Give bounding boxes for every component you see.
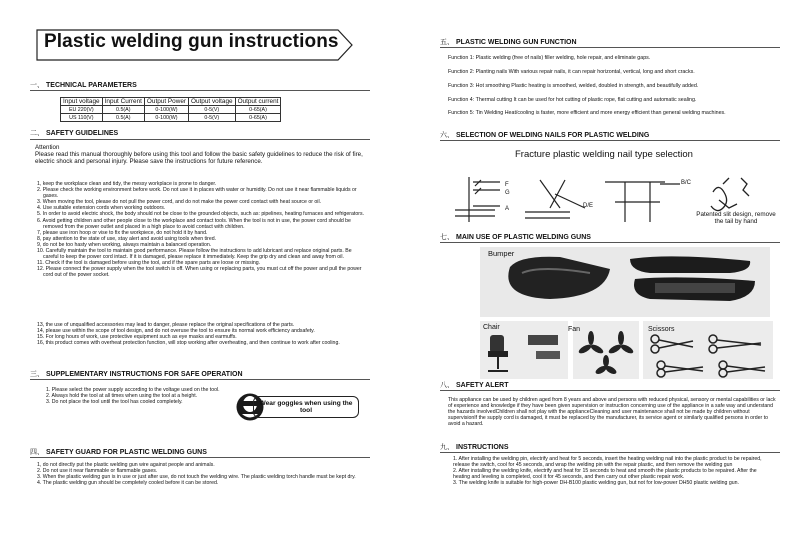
attention-body: Please read this manual thoroughly before using this tool and follow the basic safety guidelines to reduce the risk of fire, electric shock and personal injury. Please save the instructions for future reference.	[35, 150, 363, 165]
safety-alert-text: This appliance can be used by children aged from 8 years and above and persons with reduced physical, sensory or mental capabilities or lack of experience and knowledge if they have been given supervision or instruction concerning use of the appliance in a safe way and understand the hazards involvedChildren shall not play with the applianceCleaning and user maintenance shall not be made by children without supervisionIf the supply cord is damaged, it must be replaced by the manufacturer, its service agent or similarly qualified persons in order to avoid a hazard.	[448, 397, 776, 428]
table-cell: 0-5(V)	[189, 114, 236, 122]
instructions-list	[453, 456, 775, 486]
section-rule	[440, 452, 780, 453]
guard-list	[37, 462, 367, 486]
page-title: Plastic welding gun instructions	[44, 31, 339, 52]
function-item: Function 4: Thermal cutting It can be used for hot cutting of plastic rope, flat cutting and automatic sealing.	[448, 97, 697, 103]
section-rule	[30, 379, 370, 380]
use-label-fan: Fan	[568, 326, 581, 333]
nail-bc-icon	[605, 182, 680, 222]
list-item: 13, the use of unqualified accessories may lead to danger, please replace the original specifications of the parts.	[37, 322, 295, 328]
hand-icon	[711, 178, 749, 211]
list-item: 6. Avoid getting children and other people close to the workplace and contact tools. When the tool is not in use, the power cord should be removed from the power outlet and placed in a high place to avoid contact with children.	[37, 217, 351, 230]
list-item: 12. Please connect the power supply when the tool switch is off. When using or replacing parts, you must cut off the power and pull the power cord out of the power socket.	[37, 266, 362, 279]
table-header: Output Power	[144, 98, 188, 106]
nail-caption: Patented slit design, remove the tail by hand	[696, 211, 776, 225]
list-item: 1. After installing the welding pin, electrify and heat for 5 seconds, insert the heating welding nail into the plastic product to be repaired, release the switch, cool for 45 seconds, and wrap the welding pin with the repair plastic, and then remove the welding gun	[453, 456, 762, 469]
function-item: Function 5: Tin Welding Heat/cooling is faster, more efficient and more energy efficient than general welding machines.	[448, 110, 726, 116]
section-rule	[30, 139, 370, 140]
function-item: Function 3: Hot smoothing Plastic heating is smoothed, welded, doubled in strength, and beautifully added.	[448, 83, 699, 89]
section-heading-supplementary: 三、 SUPPLEMENTARY INSTRUCTIONS FOR SAFE OPERATION	[30, 371, 243, 378]
list-item: 9, do not be too hasty when working, always maintain a balanced operation.	[37, 241, 212, 248]
list-item: 14, please use within the scope of tool design, and do not overuse the tool to ensure its normal work efficiency andsafety.	[37, 328, 315, 335]
use-label-scissors: Scissors	[648, 326, 675, 333]
supplementary-list	[46, 387, 231, 405]
technical-parameters-table	[60, 97, 281, 122]
attention-block	[35, 145, 370, 165]
section-heading-tech: 一、 TECHNICAL PARAMETERS	[30, 82, 137, 89]
goggles-warning-label: Wear goggles when using the tool	[253, 396, 359, 418]
nail-label-de: D/E	[583, 203, 594, 209]
table-cell: 0-100(W)	[144, 114, 188, 122]
title-banner	[36, 29, 352, 61]
nail-label-f: F	[505, 182, 509, 188]
list-item: 15. For long hours of work, use protective equipment such as eye masks and earmuffs.	[37, 334, 237, 341]
nail-figure-title: Fracture plastic welding nail type selection	[515, 149, 693, 160]
list-item: 4. The plastic welding gun should be completely cooled before it can be stored.	[37, 480, 219, 487]
table-row	[61, 114, 281, 122]
bumper-icon	[480, 247, 770, 317]
table-header: Input Current	[102, 98, 144, 106]
table-header-row	[61, 98, 281, 106]
list-item: 2. After installing the welding knife, electrify and heat for 15 seconds to heat and smooth the plastic products to be repaired. After the heating and leveling is completed, cool it for 45 seconds, and then carry out other plastic repair work.	[453, 468, 757, 481]
nail-label-a: A	[505, 206, 510, 212]
use-label-chair: Chair	[483, 324, 500, 331]
section-rule	[30, 90, 370, 91]
table-cell: 0.5(A)	[102, 114, 144, 122]
list-item: 2. Always hold the tool at all times when using the tool at a height.	[46, 393, 198, 400]
safety-list	[37, 181, 367, 279]
list-item: 1, keep the workplace clean and tidy, the messy workplace is prone to danger.	[37, 181, 217, 187]
section-heading-instructions: 九、 INSTRUCTIONS	[440, 444, 509, 451]
fan-image	[573, 321, 639, 379]
section-heading-function: 五、 PLASTIC WELDING GUN FUNCTION	[440, 39, 577, 46]
list-item: 10. Carefully maintain the tool to maintain good performance. Please follow the instructions to add lubricant and replace original parts. Be careful to keep the power cord intact. If it is damaged, please replace it immediately. Keep the grip dry and clean and away from oil.	[37, 248, 352, 261]
section-heading-nails: 六、 SELECTION OF WELDING NAILS FOR PLASTIC WELDING	[440, 132, 650, 139]
nail-de-icon	[525, 180, 585, 218]
section-heading-guard: 四、 SAFETY GUARD FOR PLASTIC WELDING GUNS	[30, 449, 207, 456]
table-cell: 0-100(W)	[144, 106, 188, 114]
function-item: Function 1: Plastic welding (free of nails) filler welding, hole repair, and eliminate gaps.	[448, 55, 651, 61]
list-item: 11. Check if the tool is damaged before using the tool, and if the spare parts are loose or missing.	[37, 260, 261, 267]
section-heading-safety: 二、 SAFETY GUIDELINES	[30, 130, 119, 137]
list-item: 3. When moving the tool, please do not pull the power cord, and do not make the power cord contact with heat source or oil.	[37, 199, 322, 206]
list-item: 7, please use iron hoop or vise to fix the workpiece, do not hold it by hand.	[37, 229, 208, 236]
table-cell: 0-65(A)	[235, 114, 281, 122]
fan-icon	[573, 321, 639, 379]
list-item: 8, pay attention to the state of use, stay alert and avoid using tools when tired.	[37, 235, 217, 242]
section-heading-use: 七、 MAIN USE OF PLASTIC WELDING GUNS	[440, 234, 591, 241]
table-cell: US 110(V)	[61, 114, 103, 122]
section-rule	[440, 47, 780, 48]
list-item: 2. Do not use it near flammable or flammable gases.	[37, 468, 158, 475]
use-label-bumper: Bumper	[488, 249, 515, 258]
list-item: 2. Please check the working environment before work. Do not use it in places with water or humidity. Do not use it near flammable liquids or gases.	[37, 187, 357, 200]
section-rule	[30, 457, 370, 458]
table-row	[61, 106, 281, 114]
list-item: 5. In order to avoid electric shock, the body should not be close to the grounded objects, such as: pipelines, heating furnaces and refrigerators.	[37, 211, 365, 218]
table-header: Output current	[235, 98, 281, 106]
section-rule	[440, 390, 780, 391]
attention-heading: Attention	[35, 144, 60, 151]
section-rule	[440, 242, 780, 243]
nail-label-g: G	[505, 190, 510, 196]
nail-fga-icon	[455, 177, 500, 222]
table-cell: 0-65(A)	[235, 106, 281, 114]
table-cell: 0-5(V)	[189, 106, 236, 114]
list-item: 3. Do not place the tool until the tool has cooled completely.	[46, 399, 183, 406]
table-cell: EU 220(V)	[61, 106, 103, 114]
table-header: Output voltage	[189, 98, 236, 106]
list-item: 16, this product comes with overheat protection function, will stop working after overheating, and then continue to work after cooling.	[37, 340, 340, 347]
list-item: 4. Use suitable extension cords when working outdoors.	[37, 205, 166, 212]
section-rule	[440, 140, 780, 141]
bumper-image	[480, 247, 770, 317]
safety-list-continued	[37, 322, 367, 346]
list-item: 3. When the plastic welding gun is in use or just after use, do not touch the welding wire. The plastic welding torch handle must be kept dry.	[37, 474, 356, 481]
table-header: Input voltage	[61, 98, 103, 106]
nail-label-bc: B/C	[681, 180, 692, 186]
list-item: 1, do not directly put the plastic welding gun wire against people and animals.	[37, 462, 215, 468]
list-item: 1. Please select the power supply according to the voltage used on the tool.	[46, 387, 220, 393]
section-heading-alert: 八、 SAFETY ALERT	[440, 382, 509, 389]
table-cell: 0.5(A)	[102, 106, 144, 114]
list-item: 3. The welding knife is suitable for high-power DH-B100 plastic welding gun, but not for low-power DH50 plastic welding gun.	[453, 480, 739, 487]
function-item: Function 2: Planting nails With various repair nails, it can repair horizontal, vertical, long and short cracks.	[448, 69, 695, 75]
